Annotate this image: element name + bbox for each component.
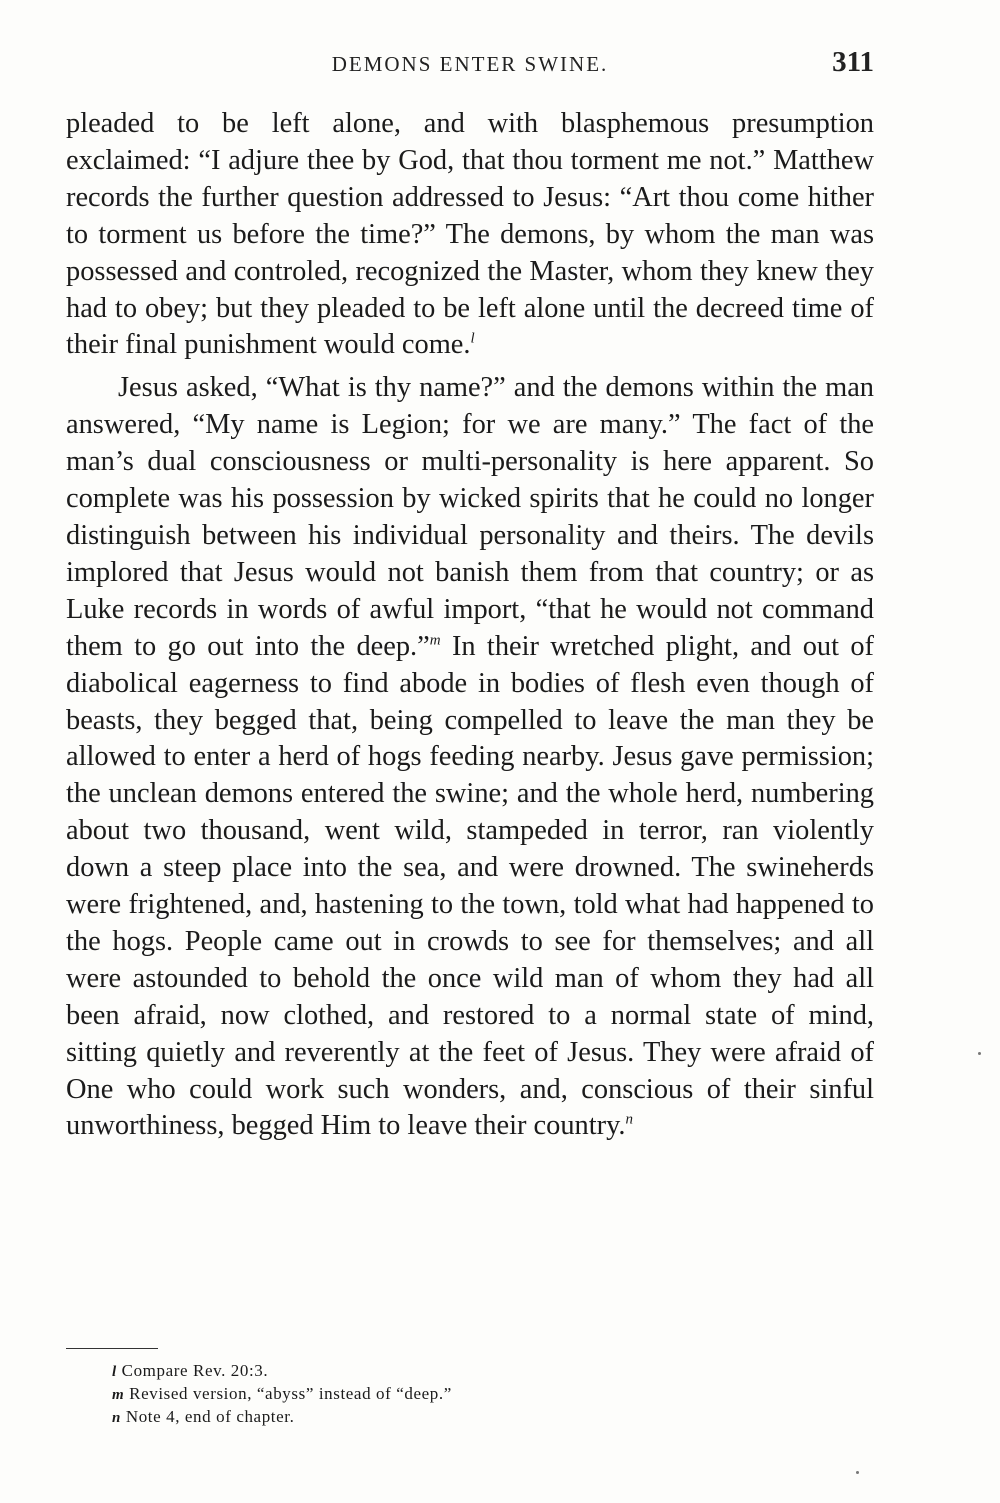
footnote-mark: n: [112, 1410, 121, 1426]
scan-speck: [856, 1471, 859, 1474]
footnote-mark: l: [112, 1364, 117, 1380]
paragraph-text: Jesus asked, “What is thy name?” and the demons within the man answered, “My name is Legion; for we are many.” The fact of the man’s dual consciousness or multi-personality is here apparent. So complete was his possession by wicked spirits that he could no longer distinguish between his individual personality and theirs. The devils implored that Jesus would not banish them from that country; or as Luke records in words of awful import, “that he would not command them to go out into the deep.”: [66, 372, 874, 662]
footnote-reference: m: [429, 632, 441, 649]
footnote: [112, 1406, 812, 1429]
paragraph-text: In their wretched plight, and out of diabolical eagerness to find abode in bodies of flesh even though of beasts, they begged that, being compelled to leave the man they be allowed to enter a herd of hogs feeding nearby. Jesus gave permission; the unclean demons entered the swine; and the whole herd, numbering about two thousand, went wild, stampeded in terror, ran violently down a steep place into the sea, and were drowned. The swineherds were frightened, and, hastening to the town, told what had happened to the hogs. People came out in crowds to see for themselves; and all were astounded to behold the once wild man of whom they had all been afraid, now clothed, and restored to a normal state of mind, sitting quietly and reverently at the feet of Jesus. They were afraid of One who could work such wonders, and, conscious of their sinful unworthiness, begged Him to leave their country.: [66, 630, 875, 1142]
footnote: [112, 1360, 812, 1383]
footnote-rule: [66, 1348, 158, 1349]
running-title: DEMONS ENTER SWINE.: [331, 52, 609, 76]
footnote-reference: l: [470, 330, 475, 347]
page-number: 311: [832, 46, 874, 78]
footnote-mark: m: [112, 1387, 125, 1403]
footnote-reference: n: [625, 1112, 634, 1128]
paragraph: [66, 106, 874, 364]
paragraph-text: pleaded to be left alone, and with blasphemous presumption exclaimed: “I adjure thee by God, that thou torment me not.” Matthew records the further question addressed to Jesus: “Art thou come hither to torment us before the time?” The demons, by whom the man was possessed and controled, recognized the Master, whom they knew they had to obey; but they pleaded to be left alone until the decreed time of their final punishment would come.: [66, 108, 874, 361]
scan-speck: [978, 1052, 981, 1055]
footnote-text: Compare Rev. 20:3.: [121, 1361, 269, 1380]
paragraph: [66, 370, 874, 1145]
running-head: [66, 46, 874, 80]
footnotes: [112, 1360, 812, 1429]
body-text: [66, 106, 874, 1145]
footnote-text: Revised version, “abyss” instead of “deep.”: [129, 1384, 452, 1403]
footnote-text: Note 4, end of chapter.: [125, 1407, 295, 1426]
footnote: [112, 1383, 812, 1406]
